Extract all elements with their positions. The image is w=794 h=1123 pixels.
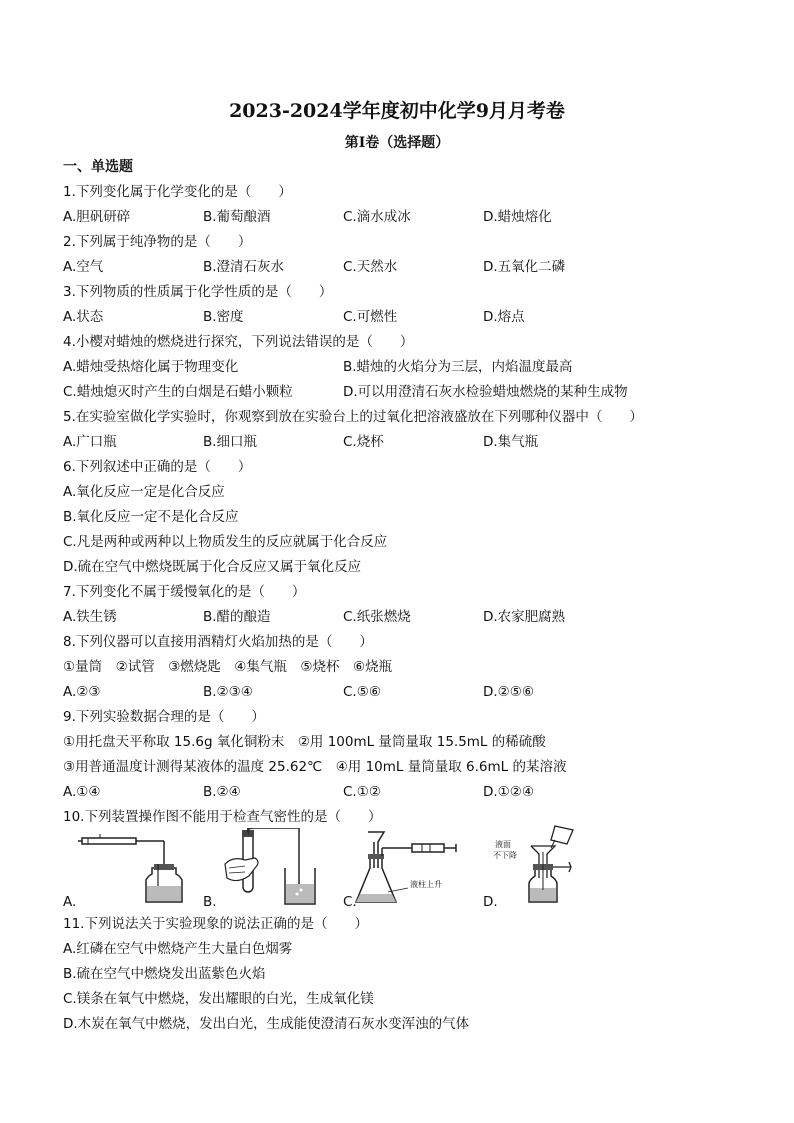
question-4-option-a: A.蜡烛受热熔化属于物理变化: [63, 359, 239, 375]
question-3-option-c: C.可燃性: [343, 309, 398, 325]
question-1-option-a: A.胆矾研碎: [63, 209, 131, 225]
section-heading: 一、单选题: [63, 159, 133, 175]
question-9-option-a: A.①④: [63, 784, 101, 800]
question-2-stem: 2.下列属于纯净物的是（ ）: [63, 234, 252, 250]
question-3-option-a: A.状态: [63, 309, 104, 325]
question-11-option-d: D.木炭在氧气中燃烧，发出白光，生成能使澄清石灰水变浑浊的气体: [63, 1016, 470, 1032]
figure-c-label: C.: [343, 894, 357, 910]
question-7-option-a: A.铁生锈: [63, 609, 117, 625]
question-7-option-b: B.醋的酿造: [203, 609, 271, 625]
question-2-option-d: D.五氧化二磷: [483, 259, 566, 275]
exam-subtitle: 第Ⅰ卷（选择题）: [344, 135, 450, 151]
question-5-option-c: C.烧杯: [343, 434, 384, 450]
figure-a-label: A.: [63, 894, 77, 910]
question-6-stem: 6.下列叙述中正确的是（ ）: [63, 459, 252, 475]
question-9-stem: 9.下列实验数据合理的是（ ）: [63, 709, 265, 725]
question-3-stem: 3.下列物质的性质属于化学性质的是（ ）: [63, 284, 333, 300]
question-6-option-a: A.氧化反应一定是化合反应: [63, 484, 225, 500]
question-9-items-2: ③用普通温度计测得某液体的温度 25.62℃ ④用 10mL 量筒量取 6.6mL 的某溶液: [63, 759, 567, 775]
question-8-option-c: C.⑤⑥: [343, 684, 381, 700]
question-9-option-d: D.①②④: [483, 784, 534, 800]
question-1-option-b: B.葡萄酿酒: [203, 209, 271, 225]
question-5-option-b: B.细口瓶: [203, 434, 258, 450]
question-5-option-d: D.集气瓶: [483, 434, 539, 450]
exam-title: 2023-2024学年度初中化学9月月考卷: [229, 100, 565, 122]
figure-d: [505, 824, 590, 904]
question-2-option-b: B.澄清石灰水: [203, 259, 285, 275]
question-4-stem: 4.小樱对蜡烛的燃烧进行探究，下列说法错误的是（ ）: [63, 334, 414, 350]
question-8-option-a: A.②③: [63, 684, 101, 700]
question-7-option-d: D.农家肥腐熟: [483, 609, 566, 625]
question-6-option-b: B.氧化反应一定不是化合反应: [63, 509, 239, 525]
figure-d-annotation-1: 液面: [495, 840, 511, 849]
question-11-option-b: B.硫在空气中燃烧发出蓝紫色火焰: [63, 966, 266, 982]
question-1-stem: 1.下列变化属于化学变化的是（ ）: [63, 184, 292, 200]
question-6-option-c: C.凡是两种或两种以上物质发生的反应就属于化合反应: [63, 534, 388, 550]
question-8-items: ①量筒 ②试管 ③燃烧匙 ④集气瓶 ⑤烧杯 ⑥烧瓶: [63, 659, 393, 675]
question-7-stem: 7.下列变化不属于缓慢氧化的是（ ）: [63, 584, 306, 600]
question-8-option-d: D.②⑤⑥: [483, 684, 534, 700]
figure-d-label: D.: [483, 894, 498, 910]
question-9-option-b: B.②④: [203, 784, 241, 800]
question-4-option-b: B.蜡烛的火焰分为三层，内焰温度最高: [343, 359, 573, 375]
question-1-option-c: C.滴水成冰: [343, 209, 411, 225]
figure-d-annotation-2: 不下降: [493, 851, 517, 860]
question-3-option-b: B.密度: [203, 309, 244, 325]
question-11-option-a: A.红磷在空气中燃烧产生大量白色烟雾: [63, 941, 293, 957]
question-5-option-a: A.广口瓶: [63, 434, 117, 450]
question-9-items-1: ①用托盘天平称取 15.6g 氧化铜粉末 ②用 100mL 量筒量取 15.5mL 的稀硫酸: [63, 734, 546, 750]
question-2-option-c: C.天然水: [343, 259, 398, 275]
question-8-option-b: B.②③④: [203, 684, 253, 700]
figure-b-label: B.: [203, 894, 217, 910]
question-10-stem: 10.下列装置操作图不能用于检查气密性的是（ ）: [63, 809, 382, 825]
question-7-option-c: C.纸张燃烧: [343, 609, 411, 625]
question-5-stem: 5.在实验室做化学实验时，你观察到放在实验台上的过氧化把溶液盛放在下列哪种仪器中（ ）: [63, 409, 643, 425]
figure-c-annotation: 液柱上升: [410, 880, 442, 889]
question-11-stem: 11.下列说法关于实验现象的说法正确的是（ ）: [63, 916, 368, 932]
question-2-option-a: A.空气: [63, 259, 104, 275]
question-8-stem: 8.下列仪器可以直接用酒精灯火焰加热的是（ ）: [63, 634, 373, 650]
figure-a: [78, 828, 198, 903]
figure-b: [215, 828, 325, 906]
question-4-option-d: D.可以用澄清石灰水检验蜡烛燃烧的某种生成物: [343, 384, 628, 400]
question-3-option-d: D.熔点: [483, 309, 525, 325]
question-4-option-c: C.蜡烛熄灭时产生的白烟是石蜡小颗粒: [63, 384, 293, 400]
figure-c: [352, 828, 462, 908]
question-11-option-c: C.镁条在氧气中燃烧，发出耀眼的白光，生成氧化镁: [63, 991, 374, 1007]
question-9-option-c: C.①②: [343, 784, 381, 800]
question-6-option-d: D.硫在空气中燃烧既属于化合反应又属于氧化反应: [63, 559, 362, 575]
question-1-option-d: D.蜡烛熔化: [483, 209, 552, 225]
